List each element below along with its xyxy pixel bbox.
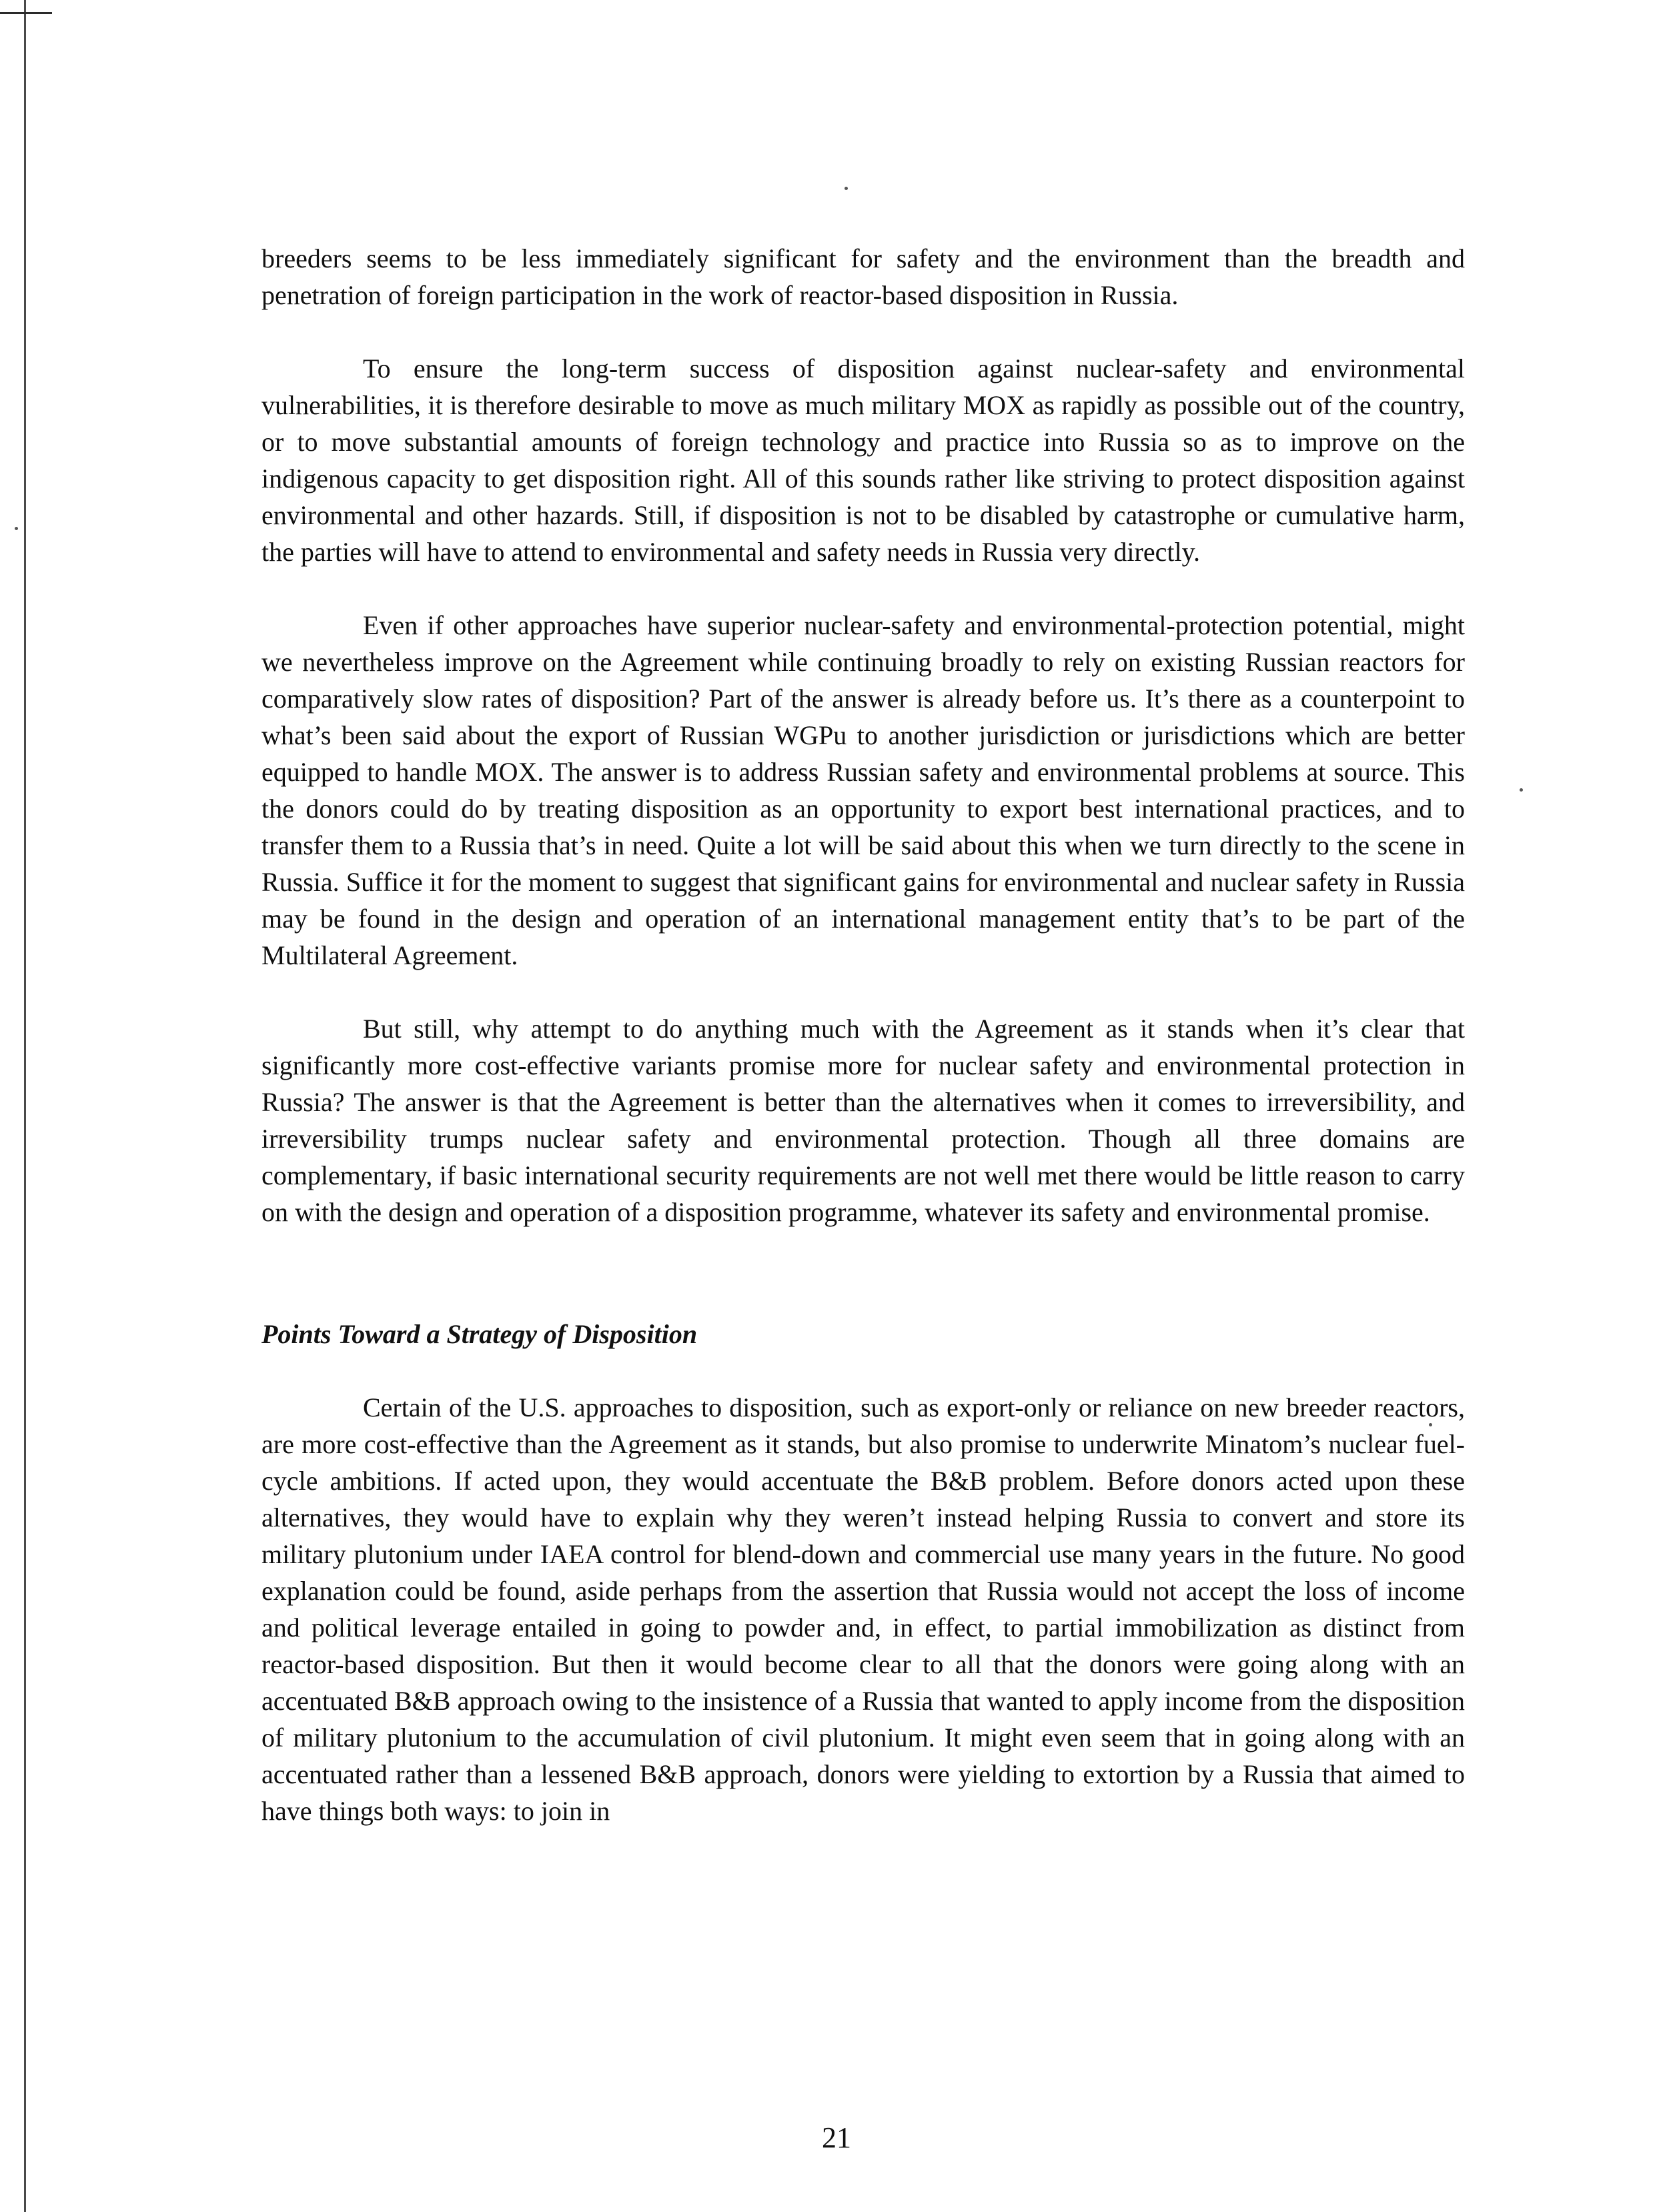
- paragraph-us-approaches: Certain of the U.S. approaches to disposition, such as export-only or reliance on new breeder reactors, are more cost-effective than the Agreement as it stands, but also promise to underwrite Minatom’s nuclear fuel-cycle ambitions. If acted upon, they would accentuate the B&B problem. Before donors acted upon these alternatives, they would have to explain why they weren’t instead helping Russia to convert and store its military plutonium under IAEA control for blend-down and commercial use many years in the future. No good explanation could be found, aside perhaps from the assertion that Russia would not accept the loss of income and political leverage entailed in going to powder and, in effect, to partial immobilization as distinct from reactor-based disposition. But then it would become clear to all that the donors were going along with an accentuated B&B approach owing to the insistence of a Russia that wanted to apply income from the disposition of military plutonium to the accumulation of civil plutonium. It might even seem that in going along with an accentuated rather than a lessened B&B approach, donors were yielding to extortion by a Russia that aimed to have things both ways: to join in: [261, 1392, 1465, 1826]
- binding-edge-line: [24, 0, 26, 2212]
- document-body: [261, 240, 1465, 1829]
- binding-edge-top: [0, 12, 52, 14]
- paragraph-continuation: breeders seems to be less immediately significant for safety and the environment than the breadth and penetration of foreign participation in the work of reactor-based disposition in Russia.: [261, 243, 1465, 310]
- scan-speck: [15, 527, 18, 530]
- paragraph-long-term-success: To ensure the long-term success of disposition against nuclear-safety and environmental vulnerabilities, it is therefore desirable to move as much military MOX as rapidly as possible out of the country, or to move substantial amounts of foreign technology and practice into Russia so as to improve on the indigenous capacity to get disposition right. All of this sounds rather like striving to protect disposition against environmental and other hazards. Still, if disposition is not to be disabled by catastrophe or cumulative harm, the parties will have to attend to environmental and safety needs in Russia very directly.: [261, 353, 1465, 567]
- scan-speck: [845, 187, 848, 190]
- page-number: 21: [822, 2121, 851, 2154]
- paragraph-other-approaches: Even if other approaches have superior nuclear-safety and environmental-protection potential, might we nevertheless improve on the Agreement while continuing broadly to rely on existing Russian reactors for comparatively slow rates of disposition? Part of the answer is already before us. It’s there as a counterpoint to what’s been said about the export of Russian WGPu to another jurisdiction or jurisdictions which are better equipped to handle MOX. The answer is to address Russian safety and environmental problems at source. This the donors could do by treating disposition as an opportunity to export best international practices, and to transfer them to a Russia that’s in need. Quite a lot will be said about this when we turn directly to the scene in Russia. Suffice it for the moment to suggest that significant gains for environmental and nuclear safety in Russia may be found in the design and operation of an international management entity that’s to be part of the Multilateral Agreement.: [261, 610, 1465, 970]
- paragraph-why-attempt: But still, why attempt to do anything much with the Agreement as it stands when it’s clear that significantly more cost-effective variants promise more for nuclear safety and environmental protection in Russia? The answer is that the Agreement is better than the alternatives when it comes to irreversibility, and irreversibility trumps nuclear safety and environmental protection. Though all three domains are complementary, if basic international security requirements are not well met there would be little reason to carry on with the design and operation of a disposition programme, whatever its safety and environmental promise.: [261, 1014, 1465, 1227]
- section-heading: Points Toward a Strategy of Disposition: [261, 1319, 698, 1349]
- scan-speck: [1520, 788, 1523, 792]
